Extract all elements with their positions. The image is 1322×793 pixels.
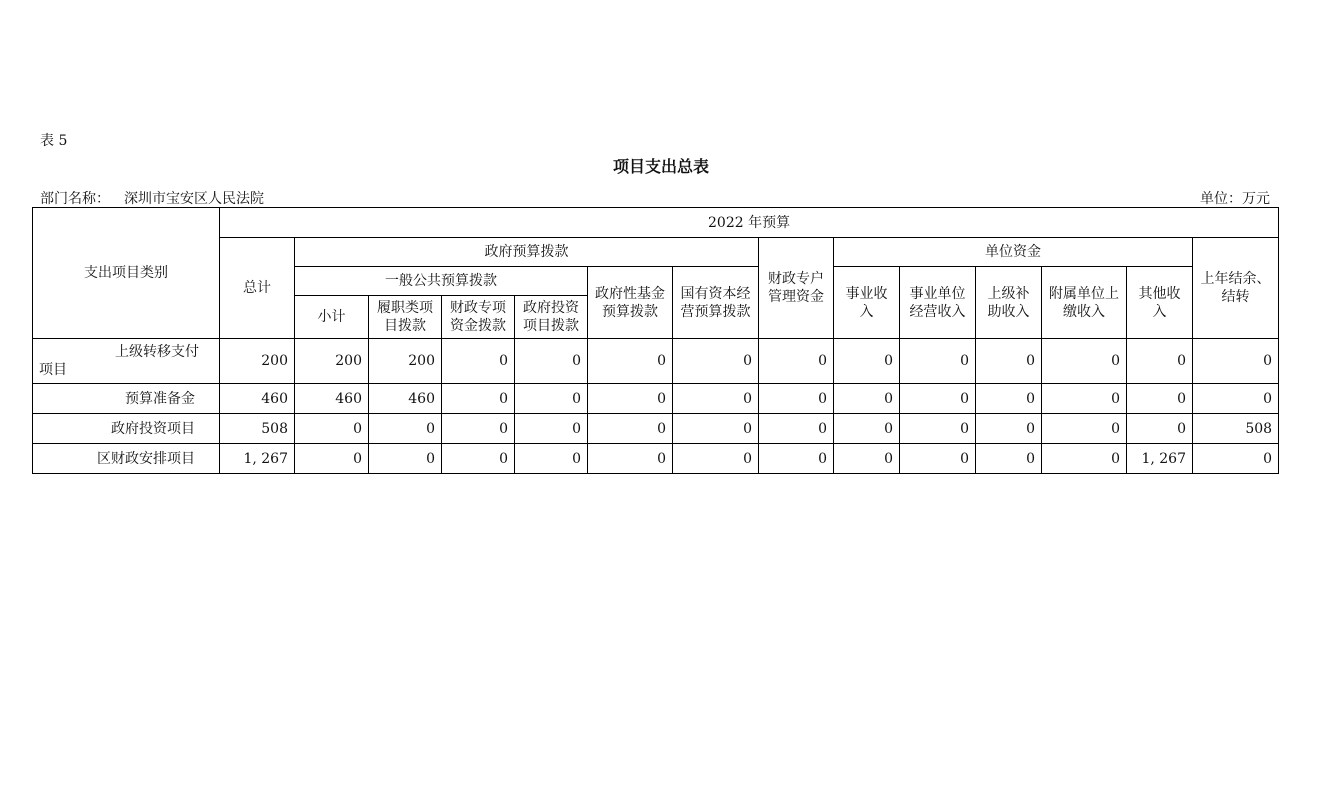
table-row <box>33 414 1279 444</box>
table-row <box>33 444 1279 474</box>
project-expenditure-table <box>32 207 1279 474</box>
cell-special-fund: 0 <box>442 444 515 474</box>
cell-subtotal: 0 <box>295 444 369 474</box>
cell-carryover: 0 <box>1193 444 1279 474</box>
row-category: 政府投资项目 <box>33 414 220 444</box>
cell-business-income: 0 <box>834 414 900 444</box>
row-category: 区财政安排项目 <box>33 444 220 474</box>
cell-special-fund: 0 <box>442 384 515 414</box>
cell-subtotal: 200 <box>295 339 369 384</box>
table-row <box>33 339 1279 384</box>
cell-special-account: 0 <box>759 444 834 474</box>
cell-total: 200 <box>220 339 295 384</box>
cell-subtotal: 460 <box>295 384 369 414</box>
header-gov-investment: 政府投资 项目拨款 <box>515 296 588 339</box>
cell-gov-fund: 0 <box>588 444 673 474</box>
cell-special-account: 0 <box>759 384 834 414</box>
cell-gov-fund: 0 <box>588 384 673 414</box>
header-unit-funds: 单位资金 <box>834 238 1193 267</box>
cell-carryover: 0 <box>1193 384 1279 414</box>
cell-subsidy-income: 0 <box>976 384 1042 414</box>
header-other-income: 其他收 入 <box>1127 267 1193 339</box>
header-business-income: 事业收 入 <box>834 267 900 339</box>
cell-special-fund: 0 <box>442 414 515 444</box>
cell-total: 460 <box>220 384 295 414</box>
cell-gov-fund: 0 <box>588 414 673 444</box>
cell-business-income: 0 <box>834 384 900 414</box>
cell-special-fund: 0 <box>442 339 515 384</box>
cell-duty-project: 460 <box>369 384 442 414</box>
cell-state-capital: 0 <box>673 384 759 414</box>
header-total: 总计 <box>220 238 295 339</box>
cell-gov-investment: 0 <box>515 339 588 384</box>
header-subsidy-income: 上级补 助收入 <box>976 267 1042 339</box>
header-affiliate-income: 附属单位上 缴收入 <box>1042 267 1127 339</box>
table-number: 表 5 <box>40 133 68 149</box>
document-title: 项目支出总表 <box>612 157 709 176</box>
cell-duty-project: 0 <box>369 414 442 444</box>
header-special-account: 财政专户 管理资金 <box>759 238 834 339</box>
cell-operating-income: 0 <box>900 384 976 414</box>
header-general-public: 一般公共预算拨款 <box>295 267 588 296</box>
row-category: 预算准备金 <box>33 384 220 414</box>
header-special-fund: 财政专项 资金拨款 <box>442 296 515 339</box>
cell-state-capital: 0 <box>673 444 759 474</box>
cell-operating-income: 0 <box>900 414 976 444</box>
cell-carryover: 0 <box>1193 339 1279 384</box>
cell-subsidy-income: 0 <box>976 339 1042 384</box>
header-category: 支出项目类别 <box>33 208 220 339</box>
cell-gov-investment: 0 <box>515 384 588 414</box>
cell-special-account: 0 <box>759 414 834 444</box>
header-gov-budget: 政府预算拨款 <box>295 238 759 267</box>
cell-special-account: 0 <box>759 339 834 384</box>
cell-affiliate-income: 0 <box>1042 444 1127 474</box>
cell-other-income: 0 <box>1127 339 1193 384</box>
cell-gov-investment: 0 <box>515 414 588 444</box>
cell-state-capital: 0 <box>673 339 759 384</box>
table-row <box>33 384 1279 414</box>
header-operating-income: 事业单位 经营收入 <box>900 267 976 339</box>
department-line <box>40 188 264 208</box>
row-category: 上级转移支付 项目 <box>33 339 220 384</box>
cell-duty-project: 200 <box>369 339 442 384</box>
cell-subsidy-income: 0 <box>976 444 1042 474</box>
cell-subsidy-income: 0 <box>976 414 1042 444</box>
department-label: 部门名称： <box>40 191 110 207</box>
cell-total: 1, 267 <box>220 444 295 474</box>
cell-other-income: 1, 267 <box>1127 444 1193 474</box>
cell-business-income: 0 <box>834 339 900 384</box>
header-state-capital: 国有资本经 营预算拨款 <box>673 267 759 339</box>
cell-duty-project: 0 <box>369 444 442 474</box>
cell-total: 508 <box>220 414 295 444</box>
cell-affiliate-income: 0 <box>1042 384 1127 414</box>
header-duty-project: 履职类项 目拨款 <box>369 296 442 339</box>
department-name: 深圳市宝安区人民法院 <box>124 191 264 207</box>
cell-affiliate-income: 0 <box>1042 414 1127 444</box>
cell-carryover: 508 <box>1193 414 1279 444</box>
cell-business-income: 0 <box>834 444 900 474</box>
header-budget-year: 2022 年预算 <box>220 208 1279 238</box>
cell-state-capital: 0 <box>673 414 759 444</box>
header-carryover: 上年结余、 结转 <box>1193 238 1279 339</box>
cell-operating-income: 0 <box>900 339 976 384</box>
header-subtotal: 小计 <box>295 296 369 339</box>
cell-subtotal: 0 <box>295 414 369 444</box>
header-gov-fund: 政府性基金 预算拨款 <box>588 267 673 339</box>
unit-label: 单位：万元 <box>1200 191 1270 207</box>
cell-affiliate-income: 0 <box>1042 339 1127 384</box>
cell-operating-income: 0 <box>900 444 976 474</box>
cell-other-income: 0 <box>1127 384 1193 414</box>
cell-gov-fund: 0 <box>588 339 673 384</box>
cell-other-income: 0 <box>1127 414 1193 444</box>
cell-gov-investment: 0 <box>515 444 588 474</box>
